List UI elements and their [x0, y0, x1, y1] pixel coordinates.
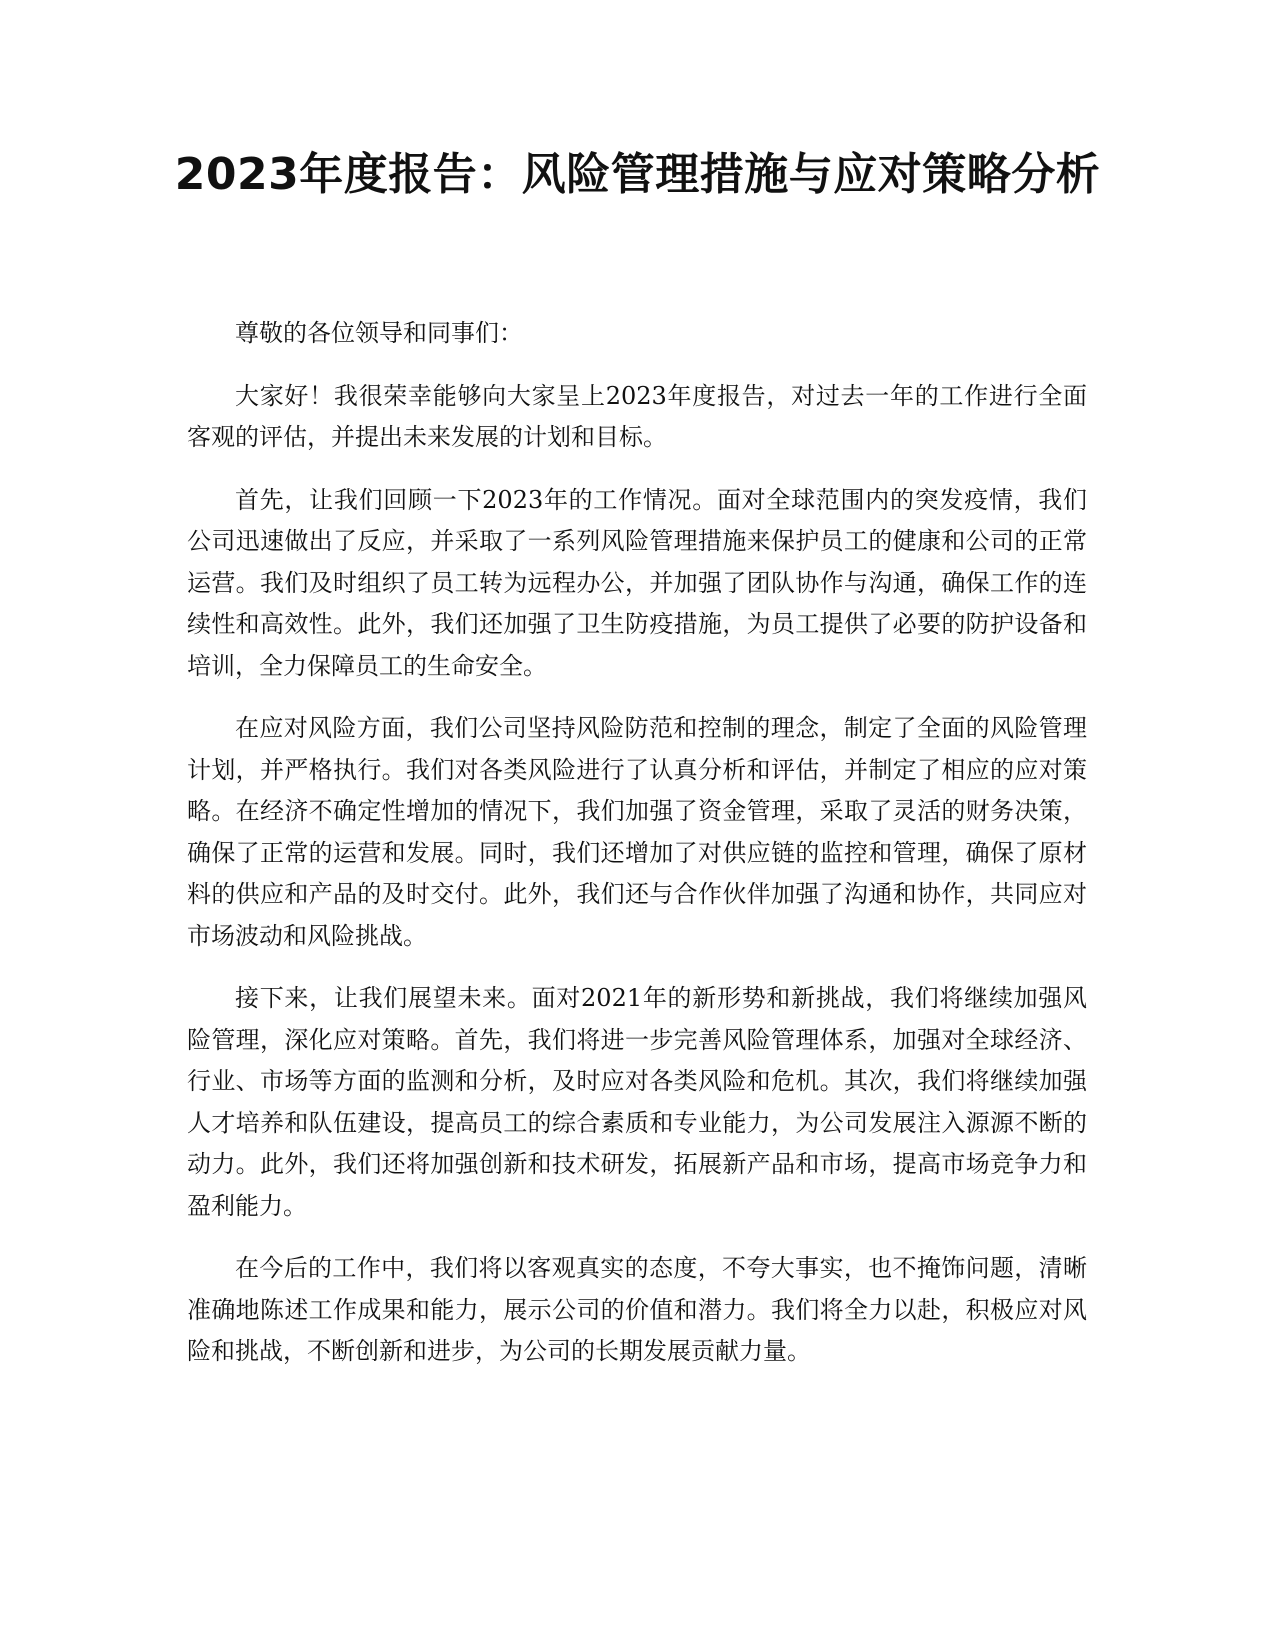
greeting-paragraph: 大家好！我很荣幸能够向大家呈上2023年度报告，对过去一年的工作进行全面客观的评估，并提出未来发展的计划和目标。 [187, 381, 1087, 451]
document-body [187, 313, 1087, 1394]
document-title: 2023年度报告：风险管理措施与应对策略分析 [174, 149, 1101, 200]
salutation-paragraph: 尊敬的各位领导和同事们： [235, 319, 523, 347]
risk-response-paragraph: 在应对风险方面，我们公司坚持风险防范和控制的理念，制定了全面的风险管理计划，并严格执行。我们对各类风险进行了认真分析和评估，并制定了相应的应对策略。在经济不确定性增加的情况下，我们加强了资金管理，采取了灵活的财务决策，确保了正常的运营和发展。同时，我们还增加了对供应链的监控和管理，确保了原材料的供应和产品的及时交付。此外，我们还与合作伙伴加强了沟通和协作，共同应对市场波动和风险挑战。 [187, 714, 1087, 950]
closing-paragraph: 在今后的工作中，我们将以客观真实的态度，不夸大事实，也不掩饰问题，清晰准确地陈述工作成果和能力，展示公司的价值和潜力。我们将全力以赴，积极应对风险和挑战，不断创新和进步，为公司的长期发展贡献力量。 [187, 1254, 1087, 1365]
review-paragraph: 首先，让我们回顾一下2023年的工作情况。面对全球范围内的突发疫情，我们公司迅速做出了反应，并采取了一系列风险管理措施来保护员工的健康和公司的正常运营。我们及时组织了员工转为远程办公，并加强了团队协作与沟通，确保工作的连续性和高效性。此外，我们还加强了卫生防疫措施，为员工提供了必要的防护设备和培训，全力保障员工的生命安全。 [187, 485, 1087, 680]
outlook-paragraph: 接下来，让我们展望未来。面对2021年的新形势和新挑战，我们将继续加强风险管理，深化应对策略。首先，我们将进一步完善风险管理体系，加强对全球经济、行业、市场等方面的监测和分析，及时应对各类风险和危机。其次，我们将继续加强人才培养和队伍建设，提高员工的综合素质和专业能力，为公司发展注入源源不断的动力。此外，我们还将加强创新和技术研发，拓展新产品和市场，提高市场竞争力和盈利能力。 [187, 984, 1087, 1220]
